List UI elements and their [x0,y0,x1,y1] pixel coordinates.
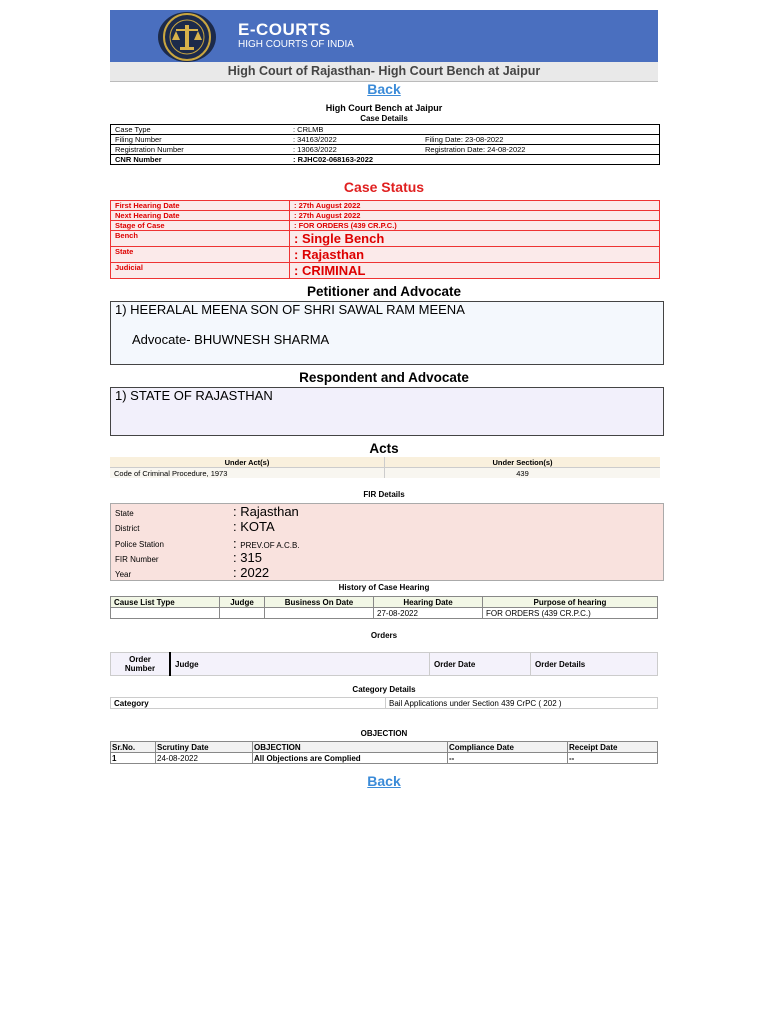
table-row: 27-08-2022 FOR ORDERS (439 CR.P.C.) [111,608,658,619]
respondent-heading: Respondent and Advocate [299,370,469,385]
table-row: 1 24-08-2022 All Objections are Complied -- -- [111,753,658,764]
petitioner-name: 1) HEERALAL MEENA SON OF SHRI SAWAL RAM MEENA [115,302,465,317]
court-emblem-icon [158,12,216,62]
table-row: Next Hearing Date : 27th August 2022 [111,211,660,221]
objection-heading: OBJECTION [360,729,408,738]
table-row: Judicial : CRIMINAL [111,263,660,279]
objection-table [110,741,658,764]
history-table [110,596,658,619]
table-row: Stage of Case : FOR ORDERS (439 CR.P.C.) [111,221,660,231]
table-row: Filing Number : 34163/2022 Filing Date: 23-08-2022 [111,135,660,145]
petitioner-box [110,301,664,365]
acts-table [110,457,660,478]
fir-details-box: State : Rajasthan District : KOTA Police Station : PREV.OF A.C.B. FIR Number : 315 Year : 2022 [110,503,664,581]
bench-heading: High Court Bench at Jaipur [325,103,443,113]
order-number-header: Order Number [111,653,171,676]
case-status-table [110,200,660,279]
table-row: Code of Criminal Procedure, 1973 439 [110,468,660,479]
orders-table [110,652,658,676]
case-details-table [110,124,660,165]
fir-year-value: : 2022 [233,565,270,580]
case-status-heading: Case Status [343,179,425,195]
table-row: First Hearing Date : 27th August 2022 [111,201,660,211]
table-row: Cause List Type Judge Business On Date Hearing Date Purpose of hearing [111,597,658,608]
table-row: Case Type : CRLMB [111,125,660,135]
respondent-name: 1) STATE OF RAJASTHAN [115,388,273,403]
table-row: Category Bail Applications under Section 439 CrPC ( 202 ) [111,698,658,709]
acts-heading: Acts [369,441,399,456]
category-heading: Category Details [352,685,416,694]
case-details-heading: Case Details [360,114,408,123]
table-row: Under Act(s) Under Section(s) [110,457,660,468]
petitioner-advocate: Advocate- BHUWNESH SHARMA [132,332,330,347]
respondent-box [110,387,664,436]
table-row: CNR Number : RJHC02-068163-2022 [111,155,660,165]
fir-district-value: : KOTA [233,519,275,534]
petitioner-heading: Petitioner and Advocate [306,284,462,299]
fir-police-station-value: : PREV.OF A.C.B. [233,536,300,551]
orders-heading: Orders [370,631,398,640]
fir-state-value: : Rajasthan [233,504,299,519]
category-table [110,697,658,709]
table-row: State : Rajasthan [111,247,660,263]
history-heading: History of Case Hearing [338,583,430,592]
fir-heading: FIR Details [363,490,405,499]
table-row: Registration Number : 13063/2022 Registration Date: 24-08-2022 [111,145,660,155]
table-row: Bench : Single Bench [111,231,660,247]
court-name-banner: High Court of Rajasthan- High Court Bench at Jaipur [110,62,658,82]
site-subtitle: HIGH COURTS OF INDIA [238,39,354,50]
table-row: Sr.No. Scrutiny Date OBJECTION Compliance Date Receipt Date [111,742,658,753]
back-link-top[interactable]: Back [367,81,401,97]
table-row: Order Number Judge Order Date Order Details [111,653,658,676]
site-title: E-COURTS [238,20,331,39]
back-link-bottom[interactable]: Back [367,773,401,789]
fir-number-value: : 315 [233,550,262,565]
ecourts-header [110,10,658,62]
